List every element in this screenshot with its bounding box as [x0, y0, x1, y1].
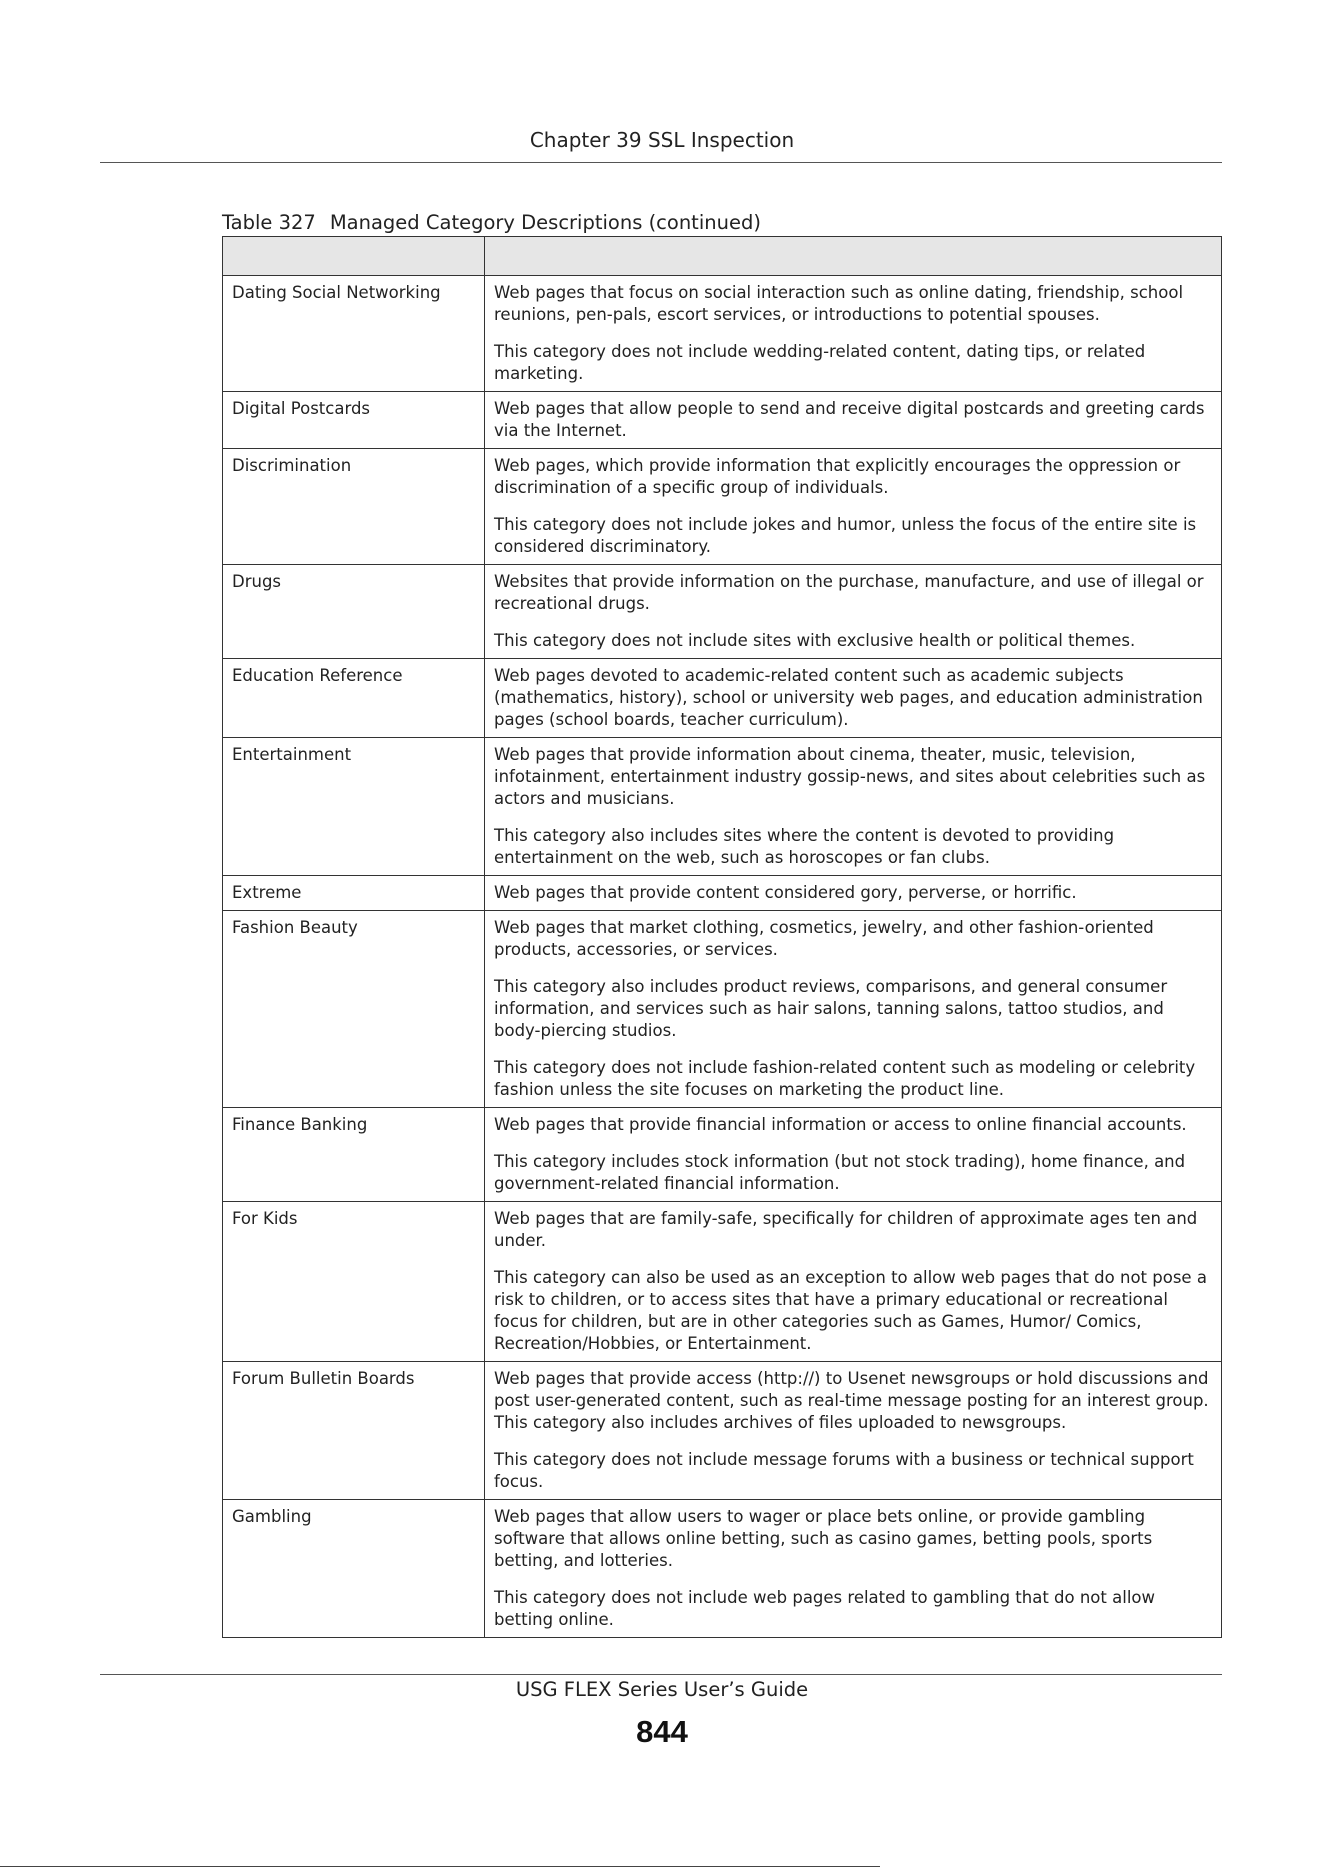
table-row — [223, 1108, 1222, 1202]
description-paragraph: Web pages that allow people to send and receive digital postcards and greeting cards via the Internet. — [494, 399, 1205, 440]
table-header-cell-label — [223, 237, 485, 276]
category-table — [222, 236, 1222, 1638]
table-body — [223, 276, 1222, 1638]
bottom-edge-line — [0, 1866, 880, 1867]
table-caption-title: Managed Category Descriptions (continued) — [329, 211, 761, 234]
category-description — [485, 659, 1222, 738]
category-description — [485, 911, 1222, 1108]
table-header-row — [223, 237, 1222, 276]
description-paragraph: Web pages that focus on social interaction such as online dating, friendship, school reunions, pen-pals, escort services, or introductions to potential spouses. — [494, 283, 1184, 324]
table-row — [223, 449, 1222, 565]
category-name: Digital Postcards — [223, 392, 485, 449]
category-name: Extreme — [223, 876, 485, 911]
description-paragraph: This category does not include message forums with a business or technical support focus. — [494, 1450, 1194, 1491]
footer-divider — [100, 1674, 1222, 1675]
description-paragraph: This category includes stock information (but not stock trading), home finance, and government-related financial information. — [494, 1152, 1186, 1193]
description-paragraph: Web pages that provide information about cinema, theater, music, television, infotainment, entertainment industry gossip-news, and sites about celebrities such as actors and musicians. — [494, 745, 1206, 808]
page-number: 844 — [636, 1714, 688, 1749]
description-paragraph: This category does not include fashion-related content such as modeling or celebrity fashion unless the site focuses on marketing the product line. — [494, 1058, 1196, 1099]
table-header-cell-description — [485, 237, 1222, 276]
description-paragraph: Web pages that provide financial information or access to online financial accounts. — [494, 1115, 1187, 1134]
category-name: Drugs — [223, 565, 485, 659]
description-paragraph: Web pages that provide content considered gory, perverse, or horrific. — [494, 883, 1077, 902]
table-caption — [222, 211, 761, 234]
category-description — [485, 565, 1222, 659]
description-paragraph: Web pages that market clothing, cosmetics, jewelry, and other fashion-oriented products, accessories, or services. — [494, 918, 1154, 959]
category-description — [485, 276, 1222, 392]
category-description — [485, 392, 1222, 449]
table-row — [223, 876, 1222, 911]
category-description — [485, 1202, 1222, 1362]
category-description — [485, 1108, 1222, 1202]
category-description — [485, 1362, 1222, 1500]
category-name: Dating Social Networking — [223, 276, 485, 392]
chapter-title: Chapter 39 SSL Inspection — [529, 128, 795, 152]
category-name: Gambling — [223, 1500, 485, 1638]
category-description — [485, 738, 1222, 876]
description-paragraph: Websites that provide information on the purchase, manufacture, and use of illegal or recreational drugs. — [494, 572, 1204, 613]
guide-title: USG FLEX Series User’s Guide — [515, 1678, 809, 1701]
category-name: For Kids — [223, 1202, 485, 1362]
table-row — [223, 565, 1222, 659]
table-row — [223, 659, 1222, 738]
table-row — [223, 1362, 1222, 1500]
description-paragraph: Web pages that are family-safe, specifically for children of approximate ages ten and under. — [494, 1209, 1198, 1250]
category-description — [485, 1500, 1222, 1638]
header-divider — [100, 162, 1222, 163]
description-paragraph: This category does not include wedding-related content, dating tips, or related marketing. — [494, 342, 1146, 383]
table-row — [223, 1500, 1222, 1638]
category-description — [485, 876, 1222, 911]
description-paragraph: This category does not include sites with exclusive health or political themes. — [494, 631, 1136, 650]
category-name: Forum Bulletin Boards — [223, 1362, 485, 1500]
table-row — [223, 911, 1222, 1108]
description-paragraph: This category can also be used as an exception to allow web pages that do not pose a risk to children, or to access sites that have a primary educational or recreational focus for children, but are in other categories such as Games, Humor/ Comics, Recreation/Hobbies, or Entertainment. — [494, 1268, 1207, 1353]
table-row — [223, 738, 1222, 876]
description-paragraph: Web pages that allow users to wager or place bets online, or provide gambling software that allows online betting, such as casino games, betting pools, sports betting, and lotteries. — [494, 1507, 1153, 1570]
table-caption-number: Table 327 — [222, 211, 316, 234]
table-row — [223, 1202, 1222, 1362]
description-paragraph: This category does not include web pages related to gambling that do not allow betting online. — [494, 1588, 1155, 1629]
category-name: Discrimination — [223, 449, 485, 565]
table-row — [223, 392, 1222, 449]
description-paragraph: Web pages devoted to academic-related content such as academic subjects (mathematics, history), school or university web pages, and education administration pages (school boards, teacher curriculum). — [494, 666, 1203, 729]
description-paragraph: Web pages, which provide information that explicitly encourages the oppression or discrimination of a specific group of individuals. — [494, 456, 1181, 497]
category-description — [485, 449, 1222, 565]
description-paragraph: This category also includes sites where the content is devoted to providing entertainment on the web, such as horoscopes or fan clubs. — [494, 826, 1115, 867]
category-name: Entertainment — [223, 738, 485, 876]
category-name: Finance Banking — [223, 1108, 485, 1202]
category-name: Fashion Beauty — [223, 911, 485, 1108]
description-paragraph: This category also includes product reviews, comparisons, and general consumer information, and services such as hair salons, tanning salons, tattoo studios, and body-piercing studios. — [494, 977, 1168, 1040]
category-name: Education Reference — [223, 659, 485, 738]
description-paragraph: Web pages that provide access (http://) to Usenet newsgroups or hold discussions and post user-generated content, such as real-time message posting for an interest group. This category also includes archives of files uploaded to newsgroups. — [494, 1369, 1209, 1432]
table-row — [223, 276, 1222, 392]
description-paragraph: This category does not include jokes and humor, unless the focus of the entire site is considered discriminatory. — [494, 515, 1197, 556]
